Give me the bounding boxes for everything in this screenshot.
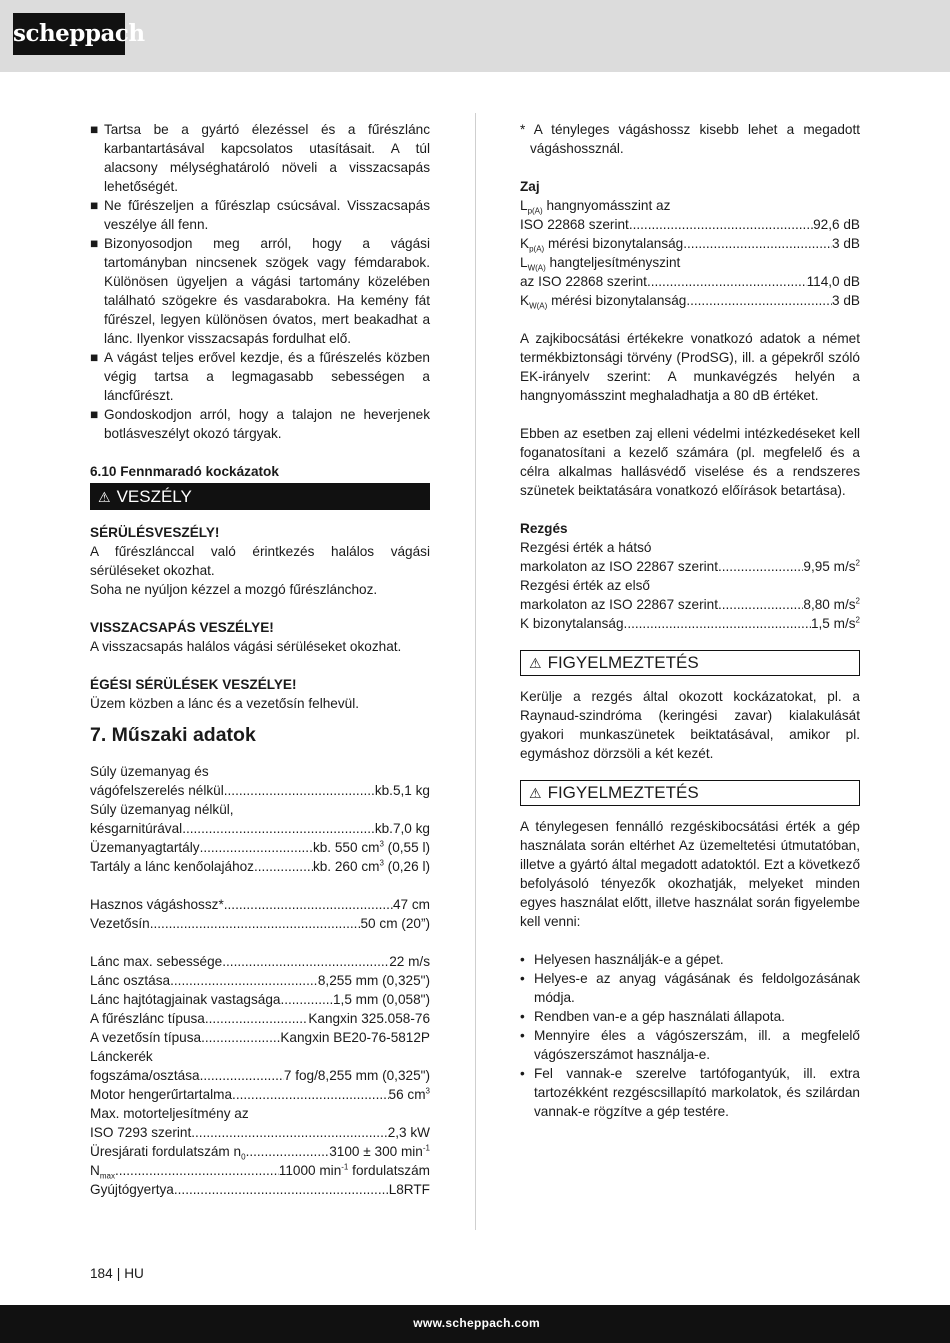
spec-label: Súly üzemanyag és xyxy=(90,764,209,779)
spec-table xyxy=(90,762,430,1199)
spec-label: $L_{p(A)}$ hangnyomásszint az xyxy=(520,198,671,216)
list-item: • Fel vannak-e szerelve tartófogantyúk, ill. extra tartozékként rezgéscsillapító markolatok, és szilárdan vannak-e rögzítve a gép testére. xyxy=(520,1066,860,1119)
section-heading: 6.10 Fennmaradó kockázatok xyxy=(90,464,279,479)
footnote: * A tényleges vágáshossz kisebb lehet a megadott vágáshossznál. xyxy=(520,122,860,156)
spec-row: markolaton az ISO 22867 szerint ..... 8,80 $m/s^2$ xyxy=(520,595,860,614)
spec-label: Max. motorteljesítmény az xyxy=(90,1106,249,1121)
spec-row: Hasznos vágáshossz* ..... 47 cm xyxy=(90,895,430,914)
spec-label: Súly üzemanyag nélkül, xyxy=(90,802,234,817)
warning-triangle-icon: ⚠ xyxy=(529,785,542,801)
spec-row: Lánc osztása ..... 8,255 mm (0,325") xyxy=(90,971,430,990)
spec-row: Lánc hajtótagjainak vastagsága ..... 1,5 mm (0,058") xyxy=(90,990,430,1009)
list-item: • Helyesen használják-e a gépet. xyxy=(520,952,724,967)
spec-row: késgarnitúrával ..... kb.7,0 kg xyxy=(90,819,430,838)
warning-banner xyxy=(520,780,860,806)
spec-row: vágófelszerelés nélkül ..... kb.5,1 kg xyxy=(90,781,430,800)
spec-row: fogszáma/osztása ..... 7 fog/8,255 mm (0,325") xyxy=(90,1066,430,1085)
list-item: • Mennyire éles a vágószerszám, ill. a megfelelő vágószerszámot használja-e. xyxy=(520,1028,860,1062)
spec-row: Üzemanyagtartály ..... kb. 550 $cm^3$ (0,55 l) xyxy=(90,838,430,857)
noise-paragraph: A zajkibocsátási értékekre vonatkozó adatok a német termékbiztonsági törvény (ProdSG), ill. a gépekről szóló EK-irányelv szerint: A munkavégzés helyén a hangnyomásszint meghaladhatja a 80 dB értéket. xyxy=(520,331,860,403)
spec-label: Lánckerék xyxy=(90,1049,153,1064)
left-column xyxy=(90,120,430,1199)
right-column xyxy=(520,120,860,1121)
spec-row: Lánc max. sebessége ..... 22 m/s xyxy=(90,952,430,971)
hazard-title: ÉGÉSI SÉRÜLÉSEK VESZÉLYE! xyxy=(90,677,297,692)
list-item-text: Helyes-e az anyag vágásának és feldolgozásának módja. xyxy=(534,971,860,1005)
list-item: ■ A vágást teljes erővel kezdje, és a fűrészelés közben végig tartsa a legmagasabb sebességen a láncfűrészt. xyxy=(90,350,430,403)
warning-triangle-icon: ⚠ xyxy=(529,655,542,671)
spec-label: Rezgési érték a hátsó xyxy=(520,540,652,555)
list-item: ■ Ne fűrészeljen a fűrészlap csúcsával. Visszacsapás veszélye áll fenn. xyxy=(90,198,430,232)
list-item: ■ Bizonyosodjon meg arról, hogy a vágási tartományban nincsenek szögek vagy fémdarabok. Különösen ügyeljen a vágási tartomány közelében található szögekre és vasdarabokra. Ha kemény fát fűrészel, legyen különösen óvatos, mert beakadhat a lánc. Ilyenkor visszacsapás fordulhat elő. xyxy=(90,236,430,346)
spec-row: markolaton az ISO 22867 szerint ..... 9,95 $m/s^2$ xyxy=(520,557,860,576)
spec-row: Tartály a lánc kenőolajához ..... kb. 260 $cm^3$ (0,26 l) xyxy=(90,857,430,876)
list-item: • Rendben van-e a gép használati állapota. xyxy=(520,1009,785,1024)
hazard-text: Soha ne nyúljon kézzel a mozgó fűrészlánchoz. xyxy=(90,582,378,597)
list-item-text: Tartsa be a gyártó élezéssel és a fűrészlánc karbantartásával kapcsolatos utasításait. A túl alacsony mélységhatároló növeli a visszacsapás lehetőségét. xyxy=(104,122,430,194)
noise-paragraph: Ebben az esetben zaj elleni védelmi intézkedéseket kell foganatosítani a kezelő számára (pl. megfelelő és a célra alkalmas hallásvédő viselése és a rendszeres szünetek beiktatására vonatkozó előírások betartása). xyxy=(520,426,860,498)
warning-banner xyxy=(520,650,860,676)
danger-label: VESZÉLY xyxy=(116,487,192,506)
hazard-text: Üzem közben a lánc és a vezetősín felhevül. xyxy=(90,696,360,711)
page-footer xyxy=(0,1305,950,1343)
list-item: ■ Tartsa be a gyártó élezéssel és a fűrészlánc karbantartásával kapcsolatos utasításait. A túl alacsony mélységhatároló növeli a visszacsapás lehetőségét. xyxy=(90,122,430,194)
spec-row: $K_{p(A)}$ mérési bizonytalanság ..... 3 dB xyxy=(520,234,860,253)
spec-row: Gyújtógyertya ..... L8RTF xyxy=(90,1180,430,1199)
hazard-text: A fűrészlánccal való érintkezés halálos vágási sérüléseket okozhat. xyxy=(90,544,430,578)
spec-row: K bizonytalanság ..... 1,5 $m/s^2$ xyxy=(520,614,860,633)
scheppach-logo: scheppach xyxy=(13,13,125,55)
list-item: • Helyes-e az anyag vágásának és feldolgozásának módja. xyxy=(520,971,860,1005)
warning-text: A ténylegesen fennálló rezgéskibocsátási érték a gép használata során eltérhet Az üzemeltetési útmutatóban, illetve a gyártó által megadott adatoktól. Ezt a következő befolyásoló tényezők okozhatják, melyeket minden egyes használat előtt, illetve használat során figyelembe kell venni: xyxy=(520,819,860,929)
warning-label: FIGYELMEZTETÉS xyxy=(547,653,699,672)
noise-heading: Zaj xyxy=(520,179,540,194)
warning-label: FIGYELMEZTETÉS xyxy=(547,783,699,802)
list-item-text: Helyesen használják-e a gépet. xyxy=(534,952,724,967)
list-item-text: Ne fűrészeljen a fűrészlap csúcsával. Visszacsapás veszélye áll fenn. xyxy=(104,198,430,232)
list-item-text: A vágást teljes erővel kezdje, és a fűrészelés közben végig tartsa a legmagasabb sebességen a láncfűrészt. xyxy=(104,350,430,403)
list-item-text: Bizonyosodjon meg arról, hogy a vágási tartományban nincsenek szögek vagy fémdarabok. Különösen ügyeljen a vágási tartomány közelében található szögekre és vasdarabokra. Ha kemény fát fűrészel, legyen különösen óvatos, mert beakadhat a lánc. Ilyenkor visszacsapás fordulhat elő. xyxy=(104,236,430,346)
spec-row: $K_{W(A)}$ mérési bizonytalanság ..... 3 dB xyxy=(520,291,860,310)
page-number: 184 | HU xyxy=(90,1266,144,1281)
list-item-text: Fel vannak-e szerelve tartófogantyúk, ill. extra tartozékként rezgéscsillapító markolatok, és szilárdan vannak-e rögzítve a gép testére. xyxy=(534,1066,860,1119)
column-divider xyxy=(475,113,476,1230)
spec-row: ISO 7293 szerint ..... 2,3 kW xyxy=(90,1123,430,1142)
warning-text: Kerülje a rezgés által okozott kockázatokat, pl. a Raynaud-szindróma (keringési zavar) kialakulását gyakori munkaszünetek beiktatásával, amikor pl. egymáshoz dörzsöli a két kezét. xyxy=(520,689,860,761)
spec-label: Rezgési érték az első xyxy=(520,578,650,593)
spec-row: az ISO 22868 szerint ..... 114,0 dB xyxy=(520,272,860,291)
warning-triangle-icon: ⚠ xyxy=(98,489,111,505)
page-header xyxy=(0,0,950,72)
list-item-text: Rendben van-e a gép használati állapota. xyxy=(534,1009,785,1024)
spec-row: Motor hengerűrtartalma ..... 56 $cm^3$ xyxy=(90,1085,430,1104)
spec-row: A fűrészlánc típusa ..... Kangxin 325.058-76 xyxy=(90,1009,430,1028)
vibration-heading: Rezgés xyxy=(520,521,568,536)
website-link[interactable]: www.scheppach.com xyxy=(413,1316,540,1330)
hazard-title: SÉRÜLÉSVESZÉLY! xyxy=(90,525,220,540)
danger-banner xyxy=(90,483,430,510)
list-item: ■ Gondoskodjon arról, hogy a talajon ne heverjenek botlásveszélyt okozó tárgyak. xyxy=(90,407,430,441)
list-item-text: Mennyire éles a vágószerszám, ill. a megfelelő vágószerszámot használja-e. xyxy=(534,1028,860,1062)
spec-row: ISO 22868 szerint ..... 92,6 dB xyxy=(520,215,860,234)
spec-row: $N_{max}$ ..... 11000 $\min^{-1}$ fordulatszám xyxy=(90,1161,430,1180)
spec-label: $L_{W(A)}$ hangteljesítményszint xyxy=(520,255,681,273)
hazard-title: VISSZACSAPÁS VESZÉLYE! xyxy=(90,620,274,635)
spec-row: Vezetősín ..... 50 cm (20”) xyxy=(90,914,430,933)
spec-row: Üresjárati fordulatszám $n_0$ ..... 3100 ± 300 $\min^{-1}$ xyxy=(90,1142,430,1161)
list-item-text: Gondoskodjon arról, hogy a talajon ne heverjenek botlásveszélyt okozó tárgyak. xyxy=(104,407,430,441)
spec-row: A vezetősín típusa ..... Kangxin BE20-76-5812P xyxy=(90,1028,430,1047)
chapter-title: 7. Műszaki adatok xyxy=(90,724,256,746)
hazard-text: A visszacsapás halálos vágási sérüléseket okozhat. xyxy=(90,639,402,654)
